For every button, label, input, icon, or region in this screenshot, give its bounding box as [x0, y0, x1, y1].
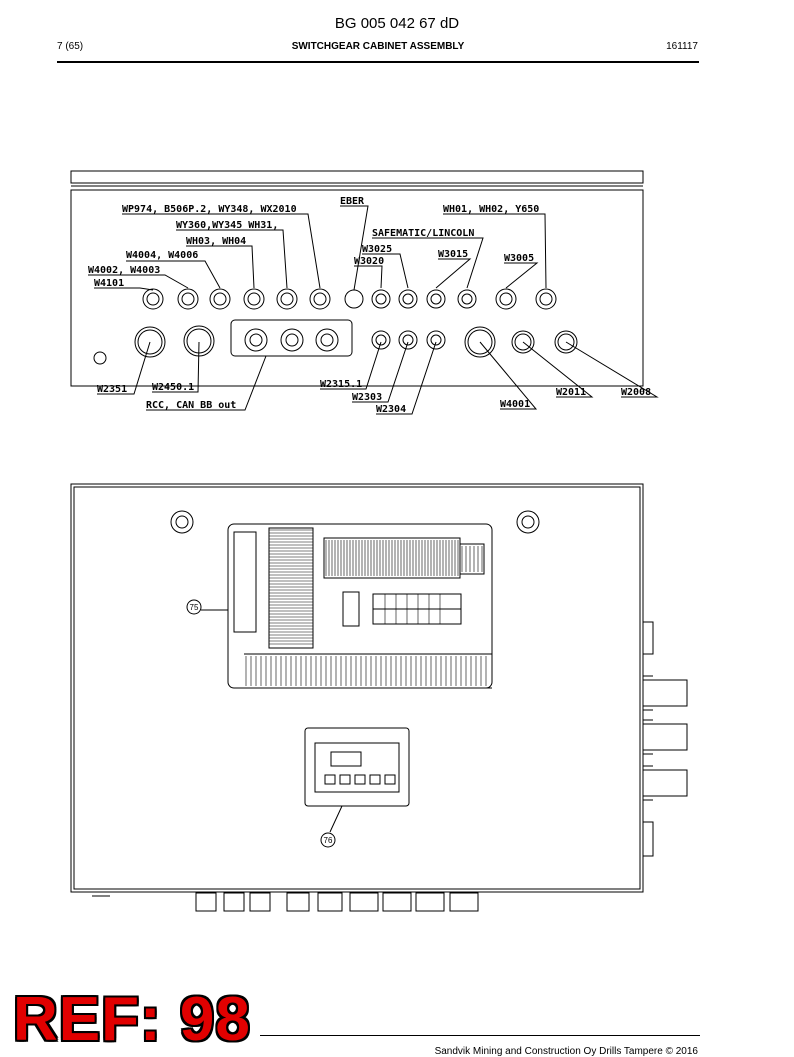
label-w3025: W3025 — [362, 244, 393, 255]
label-rcc: RCC, CAN BB out — [146, 400, 237, 411]
label-w2011: W2011 — [556, 387, 587, 398]
callout-76: 76 — [323, 836, 333, 845]
label-w2008: W2008 — [621, 387, 652, 398]
label-wy360: WY360,WY345 WH31, — [176, 220, 279, 231]
label-w2351: W2351 — [97, 384, 128, 395]
label-w4002: W4002, W4003 — [88, 265, 161, 276]
label-w3020: W3020 — [354, 256, 385, 267]
reference-stamp: REF: 98 — [13, 985, 251, 1054]
callout-75: 75 — [189, 603, 199, 612]
document-id: BG 005 042 67 dD — [334, 15, 460, 32]
footer-rule — [260, 1035, 700, 1036]
label-w3015: W3015 — [438, 249, 469, 260]
label-eber: EBER — [340, 196, 365, 207]
document-date: 161117 — [666, 41, 698, 52]
label-w2315: W2315.1 — [320, 379, 363, 390]
label-w4004: W4004, W4006 — [126, 250, 199, 261]
gland-row-upper — [143, 289, 556, 309]
label-w3005: W3005 — [504, 253, 535, 264]
label-wh03: WH03, WH04 — [186, 236, 247, 247]
bottom-glands — [92, 893, 478, 911]
page-number: 7 (65) — [57, 41, 84, 52]
gland-row-lower — [94, 320, 577, 364]
cabinet-front-view — [71, 484, 687, 892]
footer-copyright: Sandvik Mining and Construction Oy Drills Tampere © 2016 — [434, 1046, 698, 1057]
label-safematic: SAFEMATIC/LINCOLN — [372, 228, 475, 239]
label-w2303: W2303 — [352, 392, 383, 403]
label-wh01: WH01, WH02, Y650 — [443, 204, 540, 215]
label-wp974: WP974, B506P.2, WY348, WX2010 — [122, 204, 297, 215]
page-title: SWITCHGEAR CABINET ASSEMBLY — [291, 41, 465, 52]
terminal-blocks — [246, 530, 486, 686]
label-w2450: W2450.1 — [152, 382, 195, 393]
label-w2304: W2304 — [376, 404, 407, 415]
label-w4001: W4001 — [500, 399, 531, 410]
label-w4101: W4101 — [94, 278, 125, 289]
